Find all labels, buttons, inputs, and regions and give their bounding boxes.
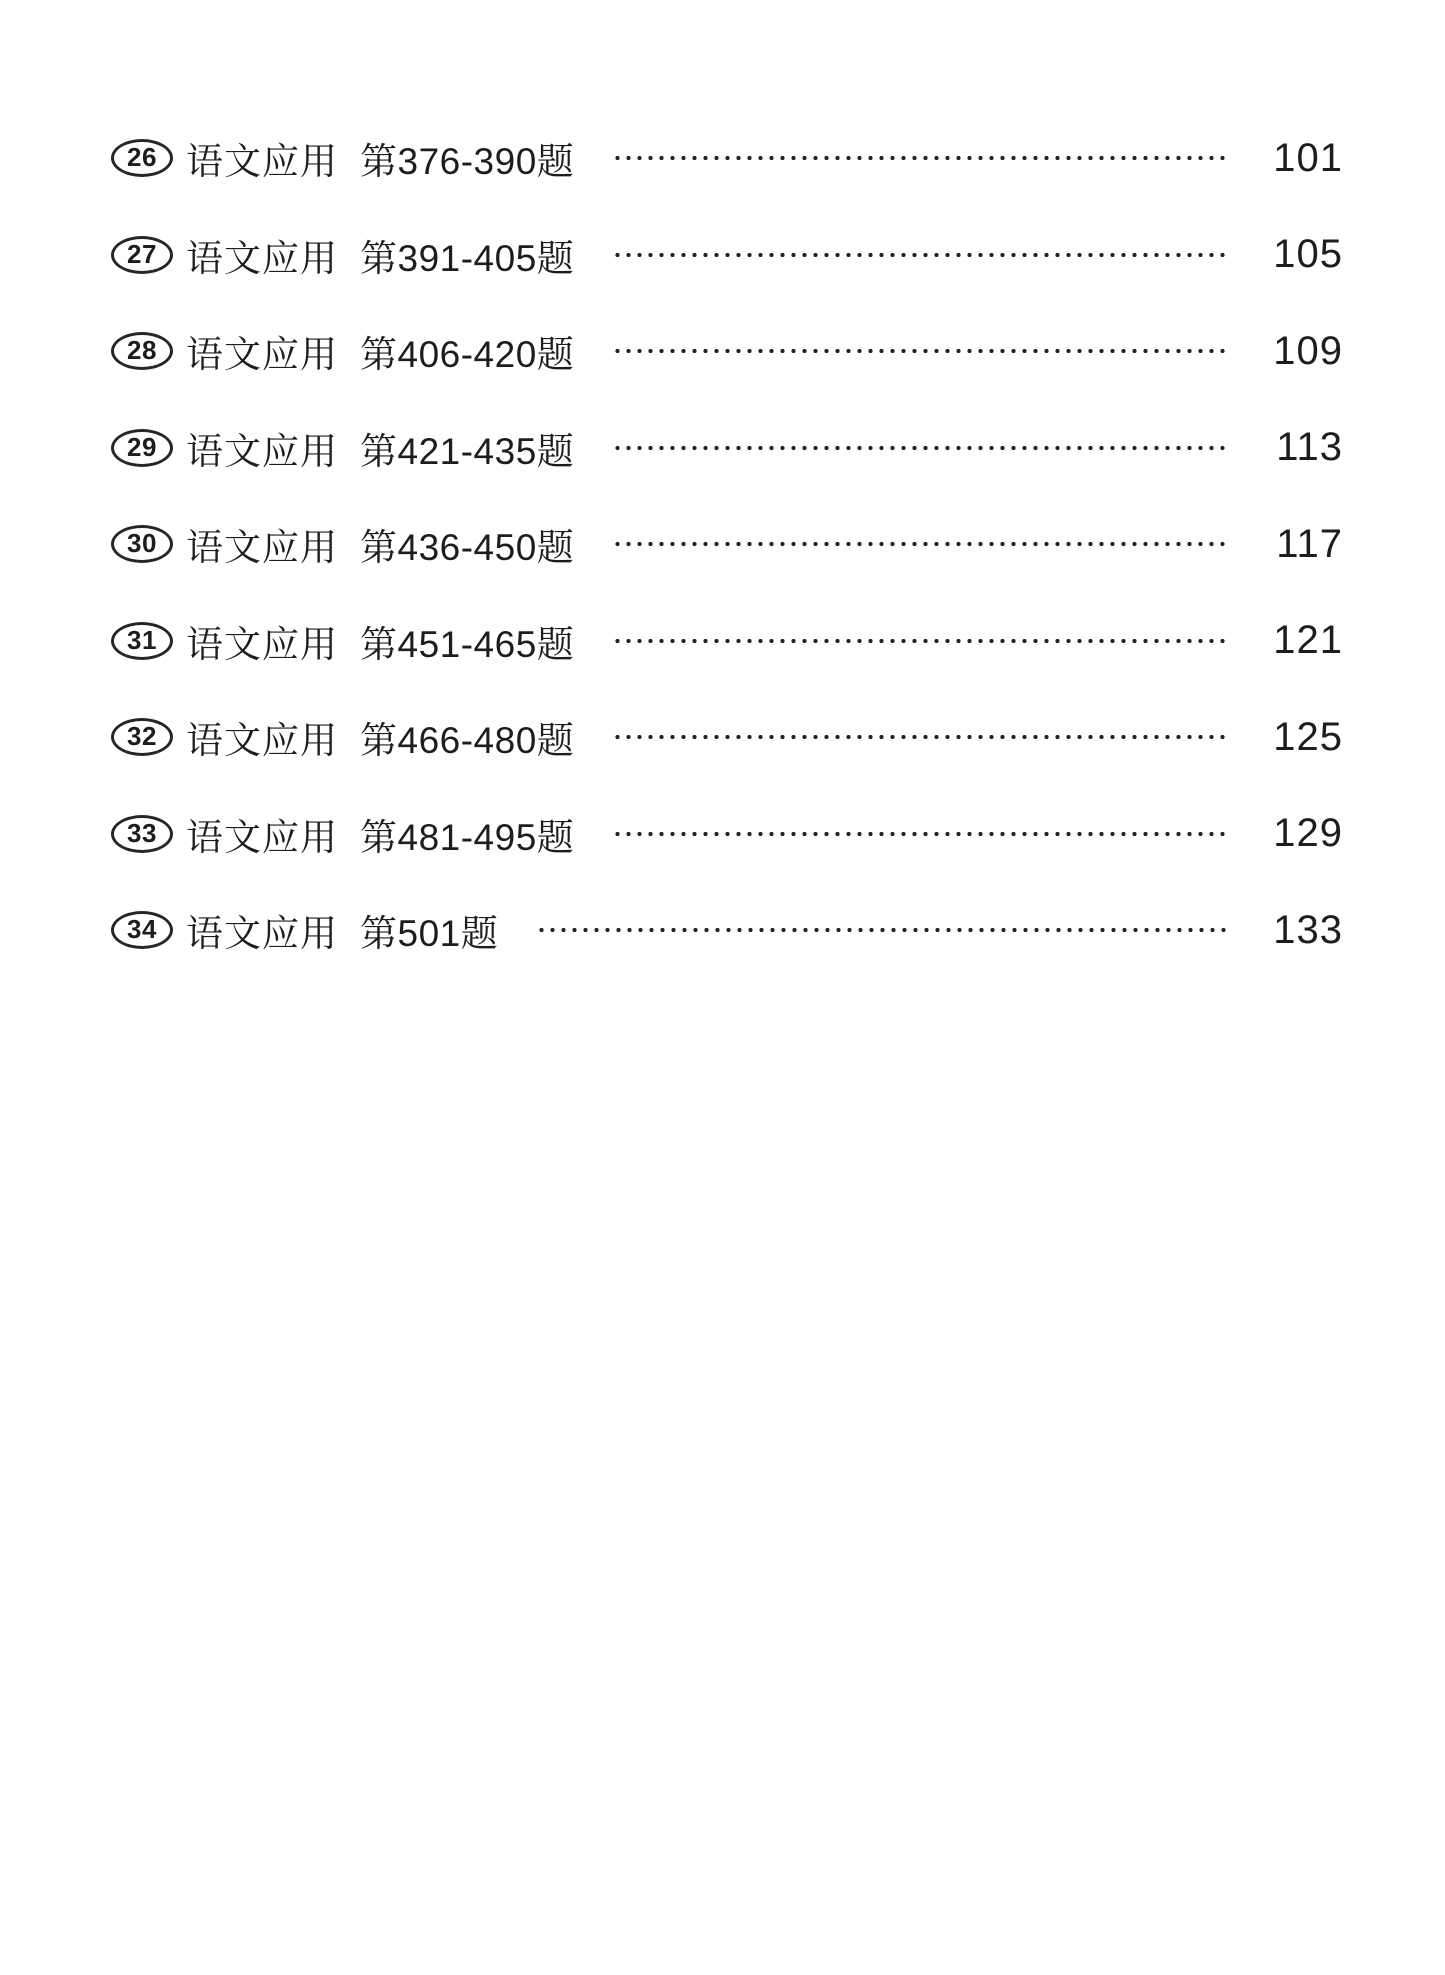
entry-question-range: 第436-450题 <box>360 527 575 569</box>
dotted-leader <box>536 927 1231 933</box>
entry-number-badge <box>111 236 173 274</box>
entry-title: 语文应用 <box>186 720 338 762</box>
entry-title: 语文应用 <box>186 430 338 472</box>
dotted-leader <box>612 638 1231 644</box>
toc-entry-row <box>111 303 1343 400</box>
entry-title: 语文应用 <box>186 141 338 183</box>
entry-number: 33 <box>127 817 157 848</box>
entry-page-number: 105 <box>1273 232 1343 277</box>
entry-number: 34 <box>127 914 157 945</box>
entry-page-number: 133 <box>1273 907 1343 952</box>
entry-question-range: 第501题 <box>360 913 499 955</box>
toc-entry-row <box>111 786 1343 883</box>
dotted-leader <box>612 155 1231 161</box>
toc-entry-row <box>111 593 1343 690</box>
entry-number-badge <box>111 429 173 467</box>
entry-number: 30 <box>127 528 157 559</box>
dotted-leader <box>612 734 1231 740</box>
entry-question-range: 第451-465题 <box>360 623 575 665</box>
entry-number-badge <box>111 718 173 756</box>
entry-page-number: 121 <box>1273 618 1343 663</box>
entry-number-badge <box>111 815 173 853</box>
entry-number: 28 <box>127 335 157 366</box>
entry-number-badge <box>111 332 173 370</box>
entry-number: 26 <box>127 142 157 173</box>
toc-entry-row <box>111 110 1343 207</box>
entry-number: 32 <box>127 721 157 752</box>
entry-page-number: 113 <box>1276 425 1343 470</box>
dotted-leader <box>612 445 1231 451</box>
entry-page-number: 109 <box>1273 328 1343 373</box>
entry-title: 语文应用 <box>186 237 338 279</box>
dotted-leader <box>612 831 1231 837</box>
entry-title: 语文应用 <box>186 334 338 376</box>
entry-page-number: 125 <box>1273 714 1343 759</box>
entry-title: 语文应用 <box>186 816 338 858</box>
entry-question-range: 第391-405题 <box>360 237 575 279</box>
toc-entry-row <box>111 207 1343 304</box>
entry-question-range: 第466-480题 <box>360 720 575 762</box>
entry-title: 语文应用 <box>186 913 338 955</box>
dotted-leader <box>612 252 1231 258</box>
entry-title: 语文应用 <box>186 527 338 569</box>
entry-page-number: 101 <box>1273 135 1343 180</box>
entry-number-badge <box>111 622 173 660</box>
entry-number: 27 <box>127 238 157 269</box>
toc-list <box>111 110 1343 979</box>
toc-entry-row <box>111 400 1343 497</box>
entry-number-badge <box>111 139 173 177</box>
entry-number: 31 <box>127 624 157 655</box>
toc-entry-row <box>111 496 1343 593</box>
entry-page-number: 117 <box>1276 521 1343 566</box>
entry-number-badge <box>111 911 173 949</box>
entry-page-number: 129 <box>1273 811 1343 856</box>
entry-title: 语文应用 <box>186 623 338 665</box>
dotted-leader <box>612 541 1231 547</box>
entry-number-badge <box>111 525 173 563</box>
entry-number: 29 <box>127 431 157 462</box>
toc-entry-row <box>111 882 1343 979</box>
entry-question-range: 第481-495题 <box>360 816 575 858</box>
entry-question-range: 第421-435题 <box>360 430 575 472</box>
dotted-leader <box>612 348 1231 354</box>
entry-question-range: 第406-420题 <box>360 334 575 376</box>
toc-entry-row <box>111 689 1343 786</box>
entry-question-range: 第376-390题 <box>360 141 575 183</box>
